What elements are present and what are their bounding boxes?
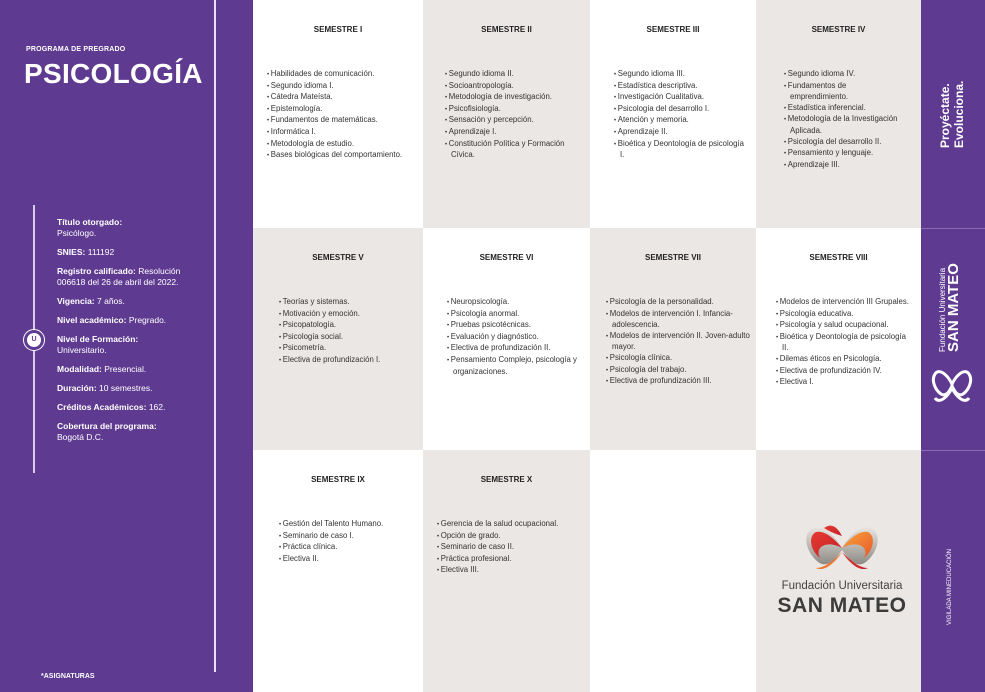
logo-text-bottom: SAN MATEO <box>777 594 907 617</box>
detail-nivel <box>57 315 207 326</box>
subject-item: • Estadística descriptiva. <box>614 81 750 93</box>
detail-label: Cobertura del programa: <box>57 421 157 431</box>
detail-value: Resolución 006618 del 26 de abril del 2022. <box>57 266 181 287</box>
subject-item: • Metodología de la Investigación Aplicada. <box>784 114 901 136</box>
subject-item: • Electiva III. <box>437 565 584 577</box>
subject-item: • Estadística inferencial. <box>784 103 901 115</box>
footnote: *ASIGNATURAS <box>41 673 95 680</box>
detail-value: Pregrado. <box>128 315 167 325</box>
subject-list <box>614 69 750 161</box>
semester-cell <box>590 228 756 450</box>
right-brand-panel <box>921 0 985 692</box>
subject-list <box>445 69 584 161</box>
program-title: PSICOLOGÍA <box>24 58 203 89</box>
divider-line <box>921 450 985 451</box>
subject-item: • Electiva II. <box>279 554 417 566</box>
subject-item: • Psicología del desarrollo I. <box>614 104 750 116</box>
subject-item: • Atención y memoria. <box>614 115 750 127</box>
detail-value: 111192 <box>87 247 115 257</box>
detail-value: 7 años. <box>97 296 125 306</box>
semester-cell <box>423 228 590 450</box>
institution-logo <box>772 518 912 628</box>
subject-item: • Segundo idioma IV. <box>784 69 901 81</box>
subject-list <box>267 69 417 162</box>
subject-item: • Segundo idioma I. <box>267 81 417 93</box>
subject-item: • Psicología anormal. <box>447 309 584 321</box>
slogan-line: Proyéctate. <box>938 83 952 148</box>
slogan-line: Evoluciona. <box>952 80 966 148</box>
subject-list <box>776 297 913 389</box>
detail-value: Psicólogo. <box>57 228 97 238</box>
detail-titulo <box>57 217 207 239</box>
empty-cell <box>590 450 756 692</box>
subject-item: • Psicofisiología. <box>445 104 584 116</box>
subject-item: • Pensamiento y lenguaje. <box>784 148 901 160</box>
subject-item: • Segundo idioma III. <box>614 69 750 81</box>
subject-item: • Constitución Política y Formación Cívica. <box>445 139 584 161</box>
subject-item: • Electiva de profundización IV. <box>776 366 913 378</box>
detail-duracion <box>57 383 207 394</box>
detail-vigencia <box>57 296 207 307</box>
semester-title: SEMESTRE VII <box>644 253 701 262</box>
detail-value: Bogotá D.C. <box>57 432 104 442</box>
detail-modalidad <box>57 364 207 375</box>
left-info-panel <box>0 0 253 692</box>
detail-value: Presencial. <box>104 364 147 374</box>
subject-item: • Dilemas éticos en Psicología. <box>776 354 913 366</box>
semester-cell <box>253 450 423 692</box>
subject-item: • Bases biológicas del comportamiento. <box>267 150 417 162</box>
semester-title: SEMESTRE III <box>646 25 700 34</box>
detail-value: 162. <box>148 402 166 412</box>
detail-label: Duración: <box>57 383 97 393</box>
detail-cobertura <box>57 421 207 443</box>
semester-cell <box>253 228 423 450</box>
subject-item: • Pruebas psicotécnicas. <box>447 320 584 332</box>
subject-item: • Psicología clínica. <box>606 353 750 365</box>
semester-cell <box>590 0 756 228</box>
subject-item: • Modelos de intervención II. Joven-adulto mayor. <box>606 331 750 353</box>
subject-item: • Psicología del desarrollo II. <box>784 137 901 149</box>
subject-item: • Electiva de profundización III. <box>606 376 750 388</box>
subject-item: • Bioética y Deontología de psicología I. <box>614 139 750 161</box>
subject-list <box>784 69 901 171</box>
subject-item: • Fundamentos de matemáticas. <box>267 115 417 127</box>
detail-value: Universitario. <box>57 345 107 355</box>
detail-snies <box>57 247 207 258</box>
university-badge-icon <box>23 329 45 351</box>
subject-item: • Psicología educativa. <box>776 309 913 321</box>
subject-item: • Electiva de profundización I. <box>279 355 417 367</box>
subject-item: • Seminario de caso I. <box>279 531 417 543</box>
semester-cell <box>756 0 921 228</box>
subject-item: • Psicología de la personalidad. <box>606 297 750 309</box>
detail-label: Créditos Académicos: <box>57 402 147 412</box>
detail-label: Nivel académico: <box>57 315 127 325</box>
subject-item: • Gerencia de la salud ocupacional. <box>437 519 584 531</box>
program-type-label: PROGRAMA DE PREGRADO <box>26 46 126 53</box>
semester-cell <box>423 450 590 692</box>
subject-item: • Evaluación y diagnóstico. <box>447 332 584 344</box>
subject-item: • Metodología de estudio. <box>267 139 417 151</box>
subject-list <box>279 519 417 565</box>
subject-item: • Bioética y Deontología de psicología II. <box>776 332 913 354</box>
logo-text-top: Fundación Universitaria <box>781 580 903 592</box>
detail-formacion <box>57 334 207 356</box>
infinity-logo-icon <box>772 518 912 580</box>
detail-label: Modalidad: <box>57 364 102 374</box>
subject-item: • Electiva I. <box>776 377 913 389</box>
subject-item: • Socioantropología. <box>445 81 584 93</box>
semester-title: SEMESTRE IV <box>811 25 866 34</box>
subject-item: • Habilidades de comunicación. <box>267 69 417 81</box>
subject-item: • Psicología del trabajo. <box>606 365 750 377</box>
brand-small-text: Fundación Universitaria <box>938 267 947 352</box>
subject-item: • Seminario de caso II. <box>437 542 584 554</box>
program-details <box>57 217 207 451</box>
subject-item: • Práctica profesional. <box>437 554 584 566</box>
semester-title: SEMESTRE IX <box>311 475 365 484</box>
detail-label: SNIES: <box>57 247 86 257</box>
infinity-logo-icon <box>927 362 977 410</box>
semester-title: SEMESTRE VI <box>479 253 534 262</box>
subject-item: • Electiva de profundización II. <box>447 343 584 355</box>
detail-registro <box>57 266 207 288</box>
detail-label: Vigencia: <box>57 296 95 306</box>
semester-title: SEMESTRE VIII <box>809 253 868 262</box>
subject-list <box>437 519 584 577</box>
semester-title: SEMESTRE X <box>480 475 533 484</box>
semester-title: SEMESTRE I <box>313 25 363 34</box>
semester-title: SEMESTRE V <box>312 253 364 262</box>
detail-label: Registro calificado: <box>57 266 136 276</box>
subject-item: • Aprendizaje II. <box>614 127 750 139</box>
subject-list <box>447 297 584 377</box>
semester-cell <box>253 0 423 228</box>
subject-item: • Pensamiento Complejo, psicología y organizaciones. <box>447 355 584 377</box>
subject-item: • Psicología social. <box>279 332 417 344</box>
slogan <box>938 81 966 148</box>
subject-item: • Aprendizaje III. <box>784 160 901 172</box>
detail-value: 10 semestres. <box>99 383 153 393</box>
subject-item: • Gestión del Talento Humano. <box>279 519 417 531</box>
subject-item: • Aprendizaje I. <box>445 127 584 139</box>
subject-item: • Segundo idioma II. <box>445 69 584 81</box>
subject-item: • Epistemología. <box>267 104 417 116</box>
subject-item: • Metodología de investigación. <box>445 92 584 104</box>
subject-item: • Sensación y percepción. <box>445 115 584 127</box>
subject-list <box>606 297 750 388</box>
subject-item: • Opción de grado. <box>437 531 584 543</box>
subject-list <box>279 297 417 367</box>
subject-item: • Modelos de intervención I. Infancia-adolescencia. <box>606 309 750 331</box>
subject-item: • Investigación Cualitativa. <box>614 92 750 104</box>
subject-item: • Motivación y emoción. <box>279 309 417 321</box>
subject-item: • Cátedra Mateísta. <box>267 92 417 104</box>
badge-letter: U <box>27 333 41 347</box>
divider-line <box>921 228 985 229</box>
semester-title: SEMESTRE II <box>481 25 532 34</box>
semester-cell <box>756 228 921 450</box>
divider-line <box>214 0 216 672</box>
detail-label: Título otorgado: <box>57 217 123 227</box>
semester-cell <box>423 0 590 228</box>
subject-item: • Psicometría. <box>279 343 417 355</box>
subject-item: • Fundamentos de emprendimiento. <box>784 81 901 103</box>
subject-item: • Modelos de intervención III Grupales. <box>776 297 913 309</box>
vigilada-label: VIGILADA MINEDUCACIÓN <box>947 548 953 625</box>
subject-item: • Práctica clínica. <box>279 542 417 554</box>
subject-item: • Psicología y salud ocupacional. <box>776 320 913 332</box>
detail-label: Nivel de Formación: <box>57 334 139 344</box>
subject-item: • Neuropsicología. <box>447 297 584 309</box>
subject-item: • Teorías y sistemas. <box>279 297 417 309</box>
detail-creditos <box>57 402 207 413</box>
brand-big-text: SAN MATEO <box>945 263 962 352</box>
subject-item: • Informática I. <box>267 127 417 139</box>
subject-item: • Psicopatología. <box>279 320 417 332</box>
